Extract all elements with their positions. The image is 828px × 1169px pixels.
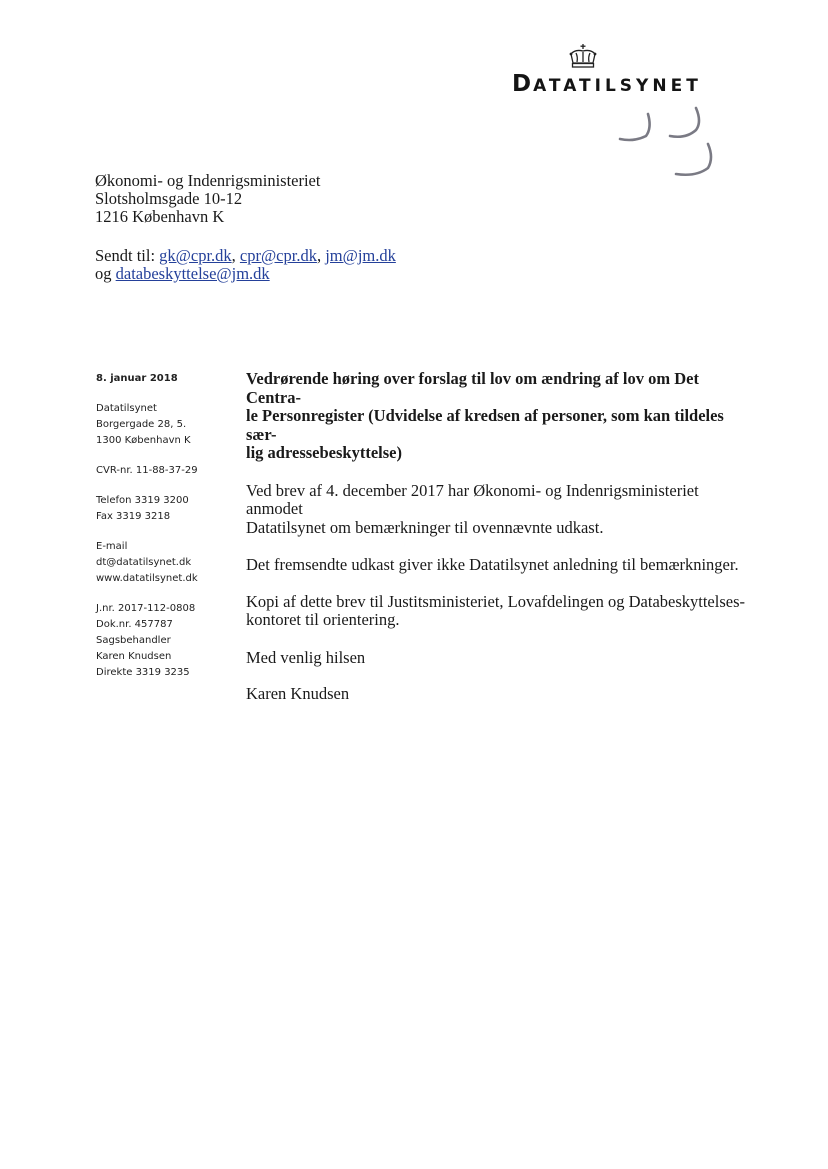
sender-cvr: CVR-nr. 11-88-37-29 [96,465,198,476]
sender-sidebar [96,371,236,681]
brand-rest: ATATILSYNET [533,76,702,96]
subject-line: lig adressebeskyttelse) [246,443,402,462]
brand-wordmark [512,71,738,101]
paragraph-line: Kopi af dette brev til Justitsministeriet, Lovafdelingen og Databeskyttelses- [246,591,746,611]
document-number: Dok.nr. 457787 [96,619,173,630]
sender-email: dt@datatilsynet.dk [96,557,192,568]
direct-phone: Direkte 3319 3235 [96,667,190,678]
subject-line: le Personregister (Udvidelse af kredsen af personer, som kan tildeles sær- [246,406,724,444]
journal-number: J.nr. 2017-112-0808 [96,603,196,614]
crown-logo-icon [566,43,600,69]
paragraph-line: Ved brev af 4. december 2017 har Økonomi- og Indenrigsministeriet anmodet [246,480,699,518]
handwritten-mark-icon [612,106,732,186]
paragraph-line: kontoret til orientering. [246,610,400,629]
subject-line: Vedrørende høring over forslag til lov om ændring af lov om Det Centra- [246,369,699,407]
recipient-name: Økonomi- og Indenrigsministeriet [95,171,321,190]
paragraph-3 [246,593,751,630]
sender-fax: Fax 3319 3218 [96,511,171,522]
and-word: og [95,264,112,283]
sender-street: Borgergade 28, 5. [96,419,187,430]
paragraph-2: Det fremsendte udkast giver ikke Datatilsynet anledning til bemærkninger. [246,555,739,574]
email-link-gk[interactable]: gk@cpr.dk [159,246,232,265]
signature-name: Karen Knudsen [246,684,350,703]
email-link-jm[interactable]: jm@jm.dk [325,246,396,265]
closing: Med venlig hilsen [246,647,366,667]
sent-to-label: Sendt til: [95,246,156,265]
sent-to-block [95,247,515,283]
separator: , [231,246,236,265]
letter-subject [246,370,751,463]
paragraph-line: Datatilsynet om bemærkninger til ovennævnte udkast. [246,517,604,537]
recipient-street: Slotsholmsgade 10-12 [95,189,243,208]
email-link-cpr[interactable]: cpr@cpr.dk [239,246,317,265]
paragraph-1 [246,482,751,538]
brand-first-letter: D [512,71,534,97]
separator: , [316,246,322,265]
recipient-city: 1216 København K [95,207,225,226]
letter-date: 8. januar 2018 [96,373,178,384]
sender-city: 1300 København K [96,435,191,446]
recipient-address [95,172,435,226]
case-handler-label: Sagsbehandler [96,635,171,646]
sender-org: Datatilsynet [96,403,157,414]
letter-body [246,370,751,723]
sender-email-label: E-mail [96,541,128,552]
case-handler-name: Karen Knudsen [96,651,172,662]
sender-website: www.datatilsynet.dk [96,573,198,584]
email-link-databeskyttelse[interactable]: databeskyttelse@jm.dk [115,264,270,283]
sender-phone: Telefon 3319 3200 [96,495,189,506]
